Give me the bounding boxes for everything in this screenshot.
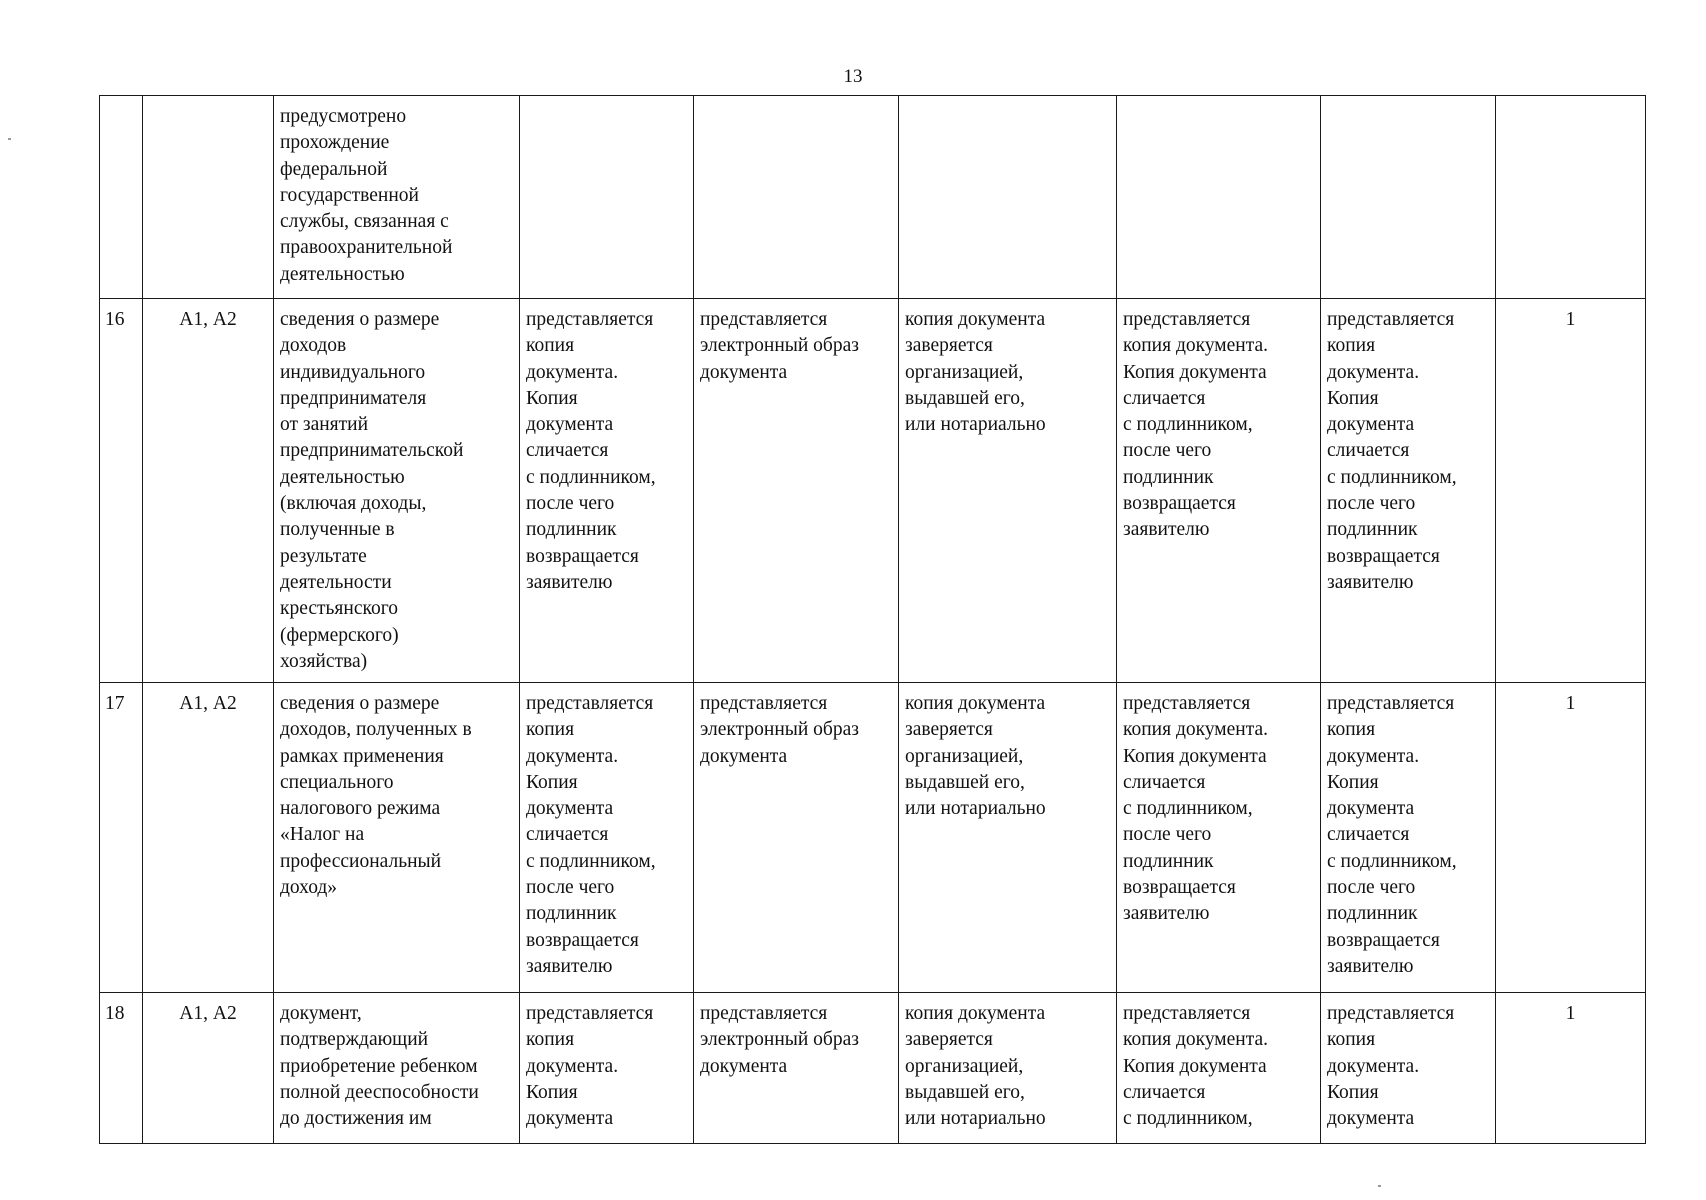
cell-text-line: выдавшей его, xyxy=(905,1081,1025,1103)
copies-count: 1 xyxy=(1496,993,1646,1144)
cell-text-line: с подлинником, xyxy=(1327,850,1457,872)
cell-text-line: копия документа. xyxy=(1123,719,1269,741)
cell-text-line: возвращается xyxy=(1123,493,1236,515)
cell-text-line: деятельности xyxy=(280,571,392,593)
cell-text-line: федеральной xyxy=(280,158,388,180)
cell-text-line: государственной xyxy=(280,184,419,206)
cell-text-line: сличается xyxy=(1123,1081,1206,1103)
cell-text-line: с подлинником, xyxy=(1123,1108,1253,1130)
cell-text-line: копия документа. xyxy=(1123,1029,1269,1051)
cell-text-line: сличается xyxy=(1327,824,1410,846)
copies-count: 1 xyxy=(1496,683,1646,993)
cell-text-line: заверяется xyxy=(905,1029,993,1051)
cell-text-line: сличается xyxy=(526,824,609,846)
cell-text-line: приобретение ребенком xyxy=(280,1055,478,1077)
cell-text-line: или нотариально xyxy=(905,1108,1046,1130)
submission-by-mail xyxy=(899,299,1117,683)
cell-text-line: документа xyxy=(526,1108,614,1130)
cell-text-line: после чего xyxy=(526,493,615,515)
cell-text-line: копия xyxy=(1327,719,1376,741)
submission-via-mfc xyxy=(1117,299,1321,683)
cell-text-line: представляется xyxy=(700,309,828,330)
scan-speck xyxy=(1378,1185,1381,1187)
documents-table xyxy=(99,95,1646,1144)
cell-text-line: представляется xyxy=(526,693,654,714)
cell-text-line: заверяется xyxy=(905,335,993,357)
cell-text-line: с подлинником, xyxy=(1123,798,1253,820)
cell-text-line: документа. xyxy=(526,1055,619,1077)
row-number: 17 xyxy=(100,683,143,993)
cell-text-line: организацией, xyxy=(905,1055,1024,1077)
cell-text-line: представляется xyxy=(1327,309,1455,330)
cell-text-line: индивидуального xyxy=(280,361,426,383)
cell-text-line: документа xyxy=(526,414,614,436)
cell-text-line: копия xyxy=(1327,1029,1376,1051)
cell-text-line: представляется xyxy=(1123,1003,1251,1024)
cell-text-line: рамках применения xyxy=(280,745,444,767)
applicant-codes: А1, А2 xyxy=(143,299,274,683)
document-description xyxy=(274,96,520,299)
cell-text-line: представляется xyxy=(1327,693,1455,714)
document-description xyxy=(274,683,520,993)
cell-text-line: подлинник xyxy=(1327,519,1418,541)
submission-other xyxy=(1321,299,1496,683)
submission-in-person xyxy=(520,683,694,993)
cell-text-line: после чего xyxy=(1327,493,1416,515)
copies-count: 1 xyxy=(1496,299,1646,683)
cell-text-line: Копия xyxy=(526,1081,578,1103)
applicant-codes xyxy=(143,96,274,299)
cell-text-line: представляется xyxy=(1123,693,1251,714)
cell-text-line: «Налог на xyxy=(280,824,365,846)
cell-text-line: сличается xyxy=(1327,440,1410,462)
cell-text-line: документа xyxy=(700,1055,788,1077)
cell-text-line: заявителю xyxy=(1327,571,1414,593)
cell-text-line: представляется xyxy=(526,309,654,330)
submission-in-person xyxy=(520,96,694,299)
cell-text-line: копия xyxy=(526,335,575,357)
cell-text-line: копия документа xyxy=(905,309,1046,330)
cell-text-line: документа. xyxy=(1327,361,1420,383)
cell-text-line: организацией, xyxy=(905,745,1024,767)
cell-text-line: подлинник xyxy=(1327,903,1418,925)
cell-text-line: подлинник xyxy=(526,903,617,925)
copies-count xyxy=(1496,96,1646,299)
cell-text-line: документа xyxy=(526,798,614,820)
cell-text-line: или нотариально xyxy=(905,798,1046,820)
submission-by-mail xyxy=(899,993,1117,1144)
cell-text-line: заявителю xyxy=(1123,903,1210,925)
cell-text-line: сведения о размере xyxy=(280,309,440,330)
submission-in-person xyxy=(520,993,694,1144)
submission-other xyxy=(1321,96,1496,299)
cell-text-line: после чего xyxy=(1327,877,1416,899)
table-row xyxy=(100,683,1646,993)
cell-text-line: документа. xyxy=(1327,745,1420,767)
cell-text-line: профессиональный xyxy=(280,850,442,872)
document-description xyxy=(274,299,520,683)
cell-text-line: заявителю xyxy=(526,571,613,593)
cell-text-line: Копия документа xyxy=(1123,1055,1267,1077)
cell-text-line: от занятий xyxy=(280,414,369,436)
cell-text-line: подтверждающий xyxy=(280,1029,429,1051)
submission-electronic xyxy=(694,993,899,1144)
cell-text-line: предпринимателя xyxy=(280,387,427,409)
cell-text-line: Копия xyxy=(1327,387,1379,409)
cell-text-line: представляется xyxy=(1327,1003,1455,1024)
cell-text-line: электронный образ xyxy=(700,719,859,741)
submission-via-mfc xyxy=(1117,683,1321,993)
cell-text-line: сведения о размере xyxy=(280,693,440,714)
cell-text-line: доходов xyxy=(280,335,347,357)
cell-text-line: копия документа xyxy=(905,1003,1046,1024)
cell-text-line: документа xyxy=(1327,798,1415,820)
cell-text-line: Копия документа xyxy=(1123,745,1267,767)
cell-text-line: возвращается xyxy=(1327,545,1440,567)
cell-text-line: копия xyxy=(526,719,575,741)
submission-electronic xyxy=(694,299,899,683)
cell-text-line: документа xyxy=(700,745,788,767)
cell-text-line: после чего xyxy=(526,877,615,899)
submission-electronic xyxy=(694,683,899,993)
submission-other xyxy=(1321,993,1496,1144)
scan-speck xyxy=(8,138,11,140)
cell-text-line: заявителю xyxy=(1327,955,1414,977)
cell-text-line: результате xyxy=(280,545,367,567)
cell-text-line: представляется xyxy=(700,693,828,714)
cell-text-line: полной дееспособности xyxy=(280,1081,479,1103)
cell-text-line: подлинник xyxy=(1123,466,1214,488)
cell-text-line: документа xyxy=(700,361,788,383)
cell-text-line: электронный образ xyxy=(700,335,859,357)
page-number: 13 xyxy=(843,66,863,87)
applicant-codes: А1, А2 xyxy=(143,683,274,993)
cell-text-line: Копия xyxy=(1327,771,1379,793)
cell-text-line: возвращается xyxy=(1327,929,1440,951)
cell-text-line: выдавшей его, xyxy=(905,771,1025,793)
cell-text-line: правоохранительной xyxy=(280,237,453,259)
table-row xyxy=(100,299,1646,683)
cell-text-line: сличается xyxy=(1123,771,1206,793)
cell-text-line: службы, связанная с xyxy=(280,211,449,233)
applicant-codes: А1, А2 xyxy=(143,993,274,1144)
cell-text-line: предусмотрено xyxy=(280,106,407,127)
cell-text-line: заявителю xyxy=(1123,519,1210,541)
cell-text-line: доходов, полученных в xyxy=(280,719,472,741)
cell-text-line: Копия документа xyxy=(1123,361,1267,383)
cell-text-line: специального xyxy=(280,771,394,793)
cell-text-line: полученные в xyxy=(280,519,395,541)
cell-text-line: подлинник xyxy=(1123,850,1214,872)
cell-text-line: с подлинником, xyxy=(1327,466,1457,488)
cell-text-line: документа xyxy=(1327,414,1415,436)
cell-text-line: предпринимательской xyxy=(280,440,464,462)
cell-text-line: копия документа. xyxy=(1123,335,1269,357)
cell-text-line: после чего xyxy=(1123,440,1212,462)
cell-text-line: деятельностью xyxy=(280,466,405,488)
cell-text-line: (включая доходы, xyxy=(280,493,427,515)
cell-text-line: после чего xyxy=(1123,824,1212,846)
cell-text-line: сличается xyxy=(1123,387,1206,409)
cell-text-line: документа. xyxy=(1327,1055,1420,1077)
submission-electronic xyxy=(694,96,899,299)
cell-text-line: крестьянского xyxy=(280,598,398,620)
cell-text-line: Копия xyxy=(526,387,578,409)
cell-text-line: (фермерского) xyxy=(280,624,399,646)
cell-text-line: заверяется xyxy=(905,719,993,741)
cell-text-line: копия документа xyxy=(905,693,1046,714)
submission-other xyxy=(1321,683,1496,993)
submission-via-mfc xyxy=(1117,993,1321,1144)
cell-text-line: документа. xyxy=(526,361,619,383)
table-row xyxy=(100,96,1646,299)
cell-text-line: возвращается xyxy=(526,545,639,567)
cell-text-line: доход» xyxy=(280,877,338,899)
row-number: 18 xyxy=(100,993,143,1144)
cell-text-line: возвращается xyxy=(1123,877,1236,899)
cell-text-line: представляется xyxy=(1123,309,1251,330)
cell-text-line: документа xyxy=(1327,1108,1415,1130)
cell-text-line: с подлинником, xyxy=(1123,414,1253,436)
cell-text-line: документ, xyxy=(280,1003,362,1024)
document-description xyxy=(274,993,520,1144)
submission-by-mail xyxy=(899,683,1117,993)
cell-text-line: Копия xyxy=(1327,1081,1379,1103)
cell-text-line: копия xyxy=(526,1029,575,1051)
submission-via-mfc xyxy=(1117,96,1321,299)
cell-text-line: выдавшей его, xyxy=(905,387,1025,409)
cell-text-line: заявителю xyxy=(526,955,613,977)
row-number: 16 xyxy=(100,299,143,683)
cell-text-line: организацией, xyxy=(905,361,1024,383)
cell-text-line: представляется xyxy=(526,1003,654,1024)
cell-text-line: налогового режима xyxy=(280,798,441,820)
cell-text-line: сличается xyxy=(526,440,609,462)
cell-text-line: Копия xyxy=(526,771,578,793)
cell-text-line: с подлинником, xyxy=(526,850,656,872)
cell-text-line: или нотариально xyxy=(905,414,1046,436)
cell-text-line: хозяйства) xyxy=(280,650,368,672)
row-number xyxy=(100,96,143,299)
cell-text-line: с подлинником, xyxy=(526,466,656,488)
cell-text-line: деятельностью xyxy=(280,263,405,285)
cell-text-line: возвращается xyxy=(526,929,639,951)
submission-in-person xyxy=(520,299,694,683)
cell-text-line: подлинник xyxy=(526,519,617,541)
cell-text-line: электронный образ xyxy=(700,1029,859,1051)
cell-text-line: копия xyxy=(1327,335,1376,357)
table-row xyxy=(100,993,1646,1144)
cell-text-line: до достижения им xyxy=(280,1108,432,1130)
submission-by-mail xyxy=(899,96,1117,299)
cell-text-line: прохождение xyxy=(280,132,390,154)
cell-text-line: представляется xyxy=(700,1003,828,1024)
cell-text-line: документа. xyxy=(526,745,619,767)
